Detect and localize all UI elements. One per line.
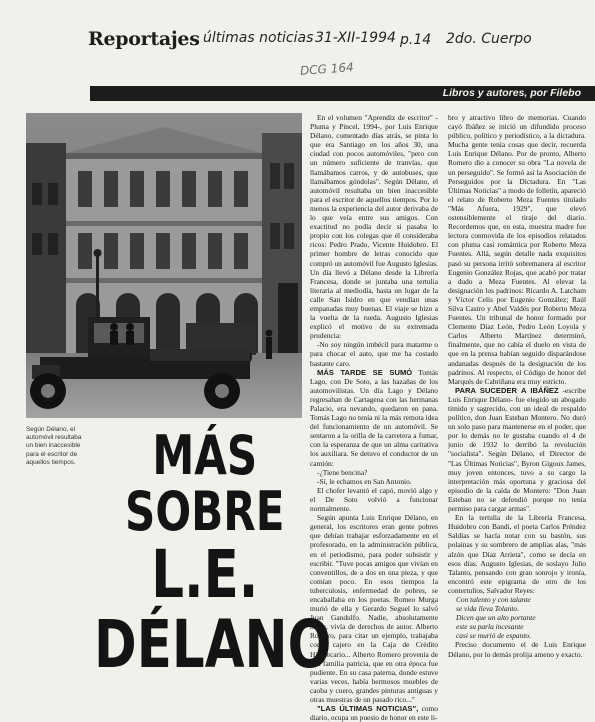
epigram-line: Dicen que un alto portante [456, 613, 536, 623]
subheading: "LAS ÚLTIMAS NOTICIAS", [317, 704, 419, 714]
paragraph-text: Tomás Lago, con De Soto, a las hazañas de los automovilistas. Un día Lago y Délano regresaban de Cartagena con las hermanas Palacio, era nevando, quedaron en pana. Tomás Lago no tenía ni la más remota idea del funcionamiento de un automóvil. Se sentaron a la orilla de la carretera a fumar, con la esperanza de que un alma caritativa los auxiliara. Se detuvo el conductor de un camión: [310, 367, 438, 468]
building-and-cars-illustration [26, 113, 302, 418]
paragraph-text: como diario, ocupa un puesto de honor en este li- [310, 704, 438, 722]
handwritten-page: p.14 [400, 32, 432, 48]
headline-line-1: MÁS SOBRE [125, 424, 285, 543]
archive-stamp: DCG 164 [299, 60, 355, 78]
subheading: PARA SUCEDER A IBÁÑEZ [455, 385, 559, 395]
paragraph: Según apunta Luis Enrique Délano, en general, los escritores eran gente pobres que debían trabajar esforzadamente en el profesorado, en la administración pública, en el periodismo, para poder subsistir y escribir. "Tuve pocas amigos que vivían en conventillos, de a dos en una pieza, y que comían poco. En esos tiempos la tuberculosis, enfermedad de pobres, se encaballaba en los poetas. Romeo Murga murió de ella y Gerardo Seguel lo salvó Juan Gandulfo. Nadie, absolutamente nadie, vivía de derechos de autor. Alberto Romero, para citar un ejemplo, trabajaba como cajero en la Caja de Crédito Hipotecario... Alberto Romero provenía de una familia patricia, que en otra época fue pudiente. En su casa paterna, donde estuve varias veces, había hermosos muebles de caoba y cuero, grandes pinturas antiguas y otras muestras de un pasado rico..." [310, 513, 438, 704]
section-title: Reportajes [88, 28, 200, 50]
handwritten-date: 31-XII-1994 [315, 30, 396, 46]
paragraph: -Sí, le echamos en San Antonio. [317, 476, 412, 486]
paragraph [448, 386, 586, 513]
article-column-2 [448, 113, 586, 659]
paragraph: bro y atractivo libro de memorias. Cuando cayó Ibáñez se inició un difundido proceso público, político y periodístico, a la dictadura. Mucha gente tenía cosas que decir, recuerda Luis Enrique Délano. Por de pronto, Alberto Romero dio a conocer su obra "La novela de un perseguido". Se formó así la Asociación de Perseguidos por la Dictadura. En "Las Últimas Noticias" a modo de folletín, apareció el relato de Roberto Meza Fuentes titulado "Más Afuera, 1929", que elevó ostensiblemente el tiraje del diario. Recordemos que, en esta, muestra madre fue lectora conmovida de los episodios relatados con pluma casi romántica por Roberto Meza Fuentes. Allá, según detalle nada exquisitos pasó su persona irritó sobremanera al escritor Eugenio González Rojas, que acabó por tratar a dudo a Meza Fuentes. Al elevar la designación los padrinos: Ricardo A. Latcham y Víctor Celis por Eugenio González; Raúl Silva Castro y Abel Valdés por Roberto Meza Fuentes. Un tribunal de honor formado por Clemente Díaz León, Pedro León Loyola y Carlos Alberto Martínez determinó, finalmente, que no cabía el duelo en vista de que en la prensa habían seguido disparándose andanadas después de la designación de los padrinos. Al respecto, el Código de honor del Marqués de Cabriñana era muy estricto. [448, 113, 586, 386]
column-title-bar: Libros y autores, por Filebo [90, 86, 595, 101]
epigram-line: casi se murió de espanto. [456, 631, 531, 641]
epigram-line: Con talento y con talante [456, 594, 531, 604]
vintage-street-photo [26, 113, 302, 418]
subheading: MÁS TARDE SE SUMÓ [317, 367, 413, 377]
paragraph: En el volumen "Aprendiz de escritor" -Pluma y Pincel, 1994-, por Luis Enrique Délano, comentado días atrás, se pinta lo que era Santiago en los años 30, una ciudad con pocos automóviles, "pero con un número suficiente de tranvías, que llamábamos carros, y de autobuses, que llamábamos góndolas". Según Délano, el automóvil resultaba un bien inaccesible para el escritor de aquellos tiempos. Por lo menos la experiencia del autor derivaba de lo que veía entre sus amigos. Con exactitud no podía decir si pasaba lo propio con los colegas que él consideraba ricos: Pedro Prado, Vicente Huidobro. El primer hombre de letras conocido que compró un automóvil fue Augusto Iglesias. Un día llevó a Délano desde la Librería Francesa, donde se juntaba una tertulia literaria al mediodía, hasta un lugar de la calle San Isidro en que vendían unas empanadas muy buenas. El viaje se hizo a la vuelta de la rueda. Augusto Iglesias explicó el motivo de su extremada prudencia: [310, 113, 438, 341]
handwritten-section-note: 2do. Cuerpo [446, 31, 532, 47]
paragraph: -¿Tiene bencina? [317, 467, 368, 477]
paragraph: En la tertulia de la Librería Francesa, Huidobro con Bandi, el poeta Carlos Préndez Saldías se hacía notar con su bastón, sus polainas y su sombrero de amplias alas, "más alzón que Díaz Arrieta", como se decía en esos días. Augusto Iglesias, de soslayo Julio Talanto, pensando con gran sonrojo y ironía, encontró este epigrama de otro de los contertulios, Salvador Reyes: [448, 513, 586, 595]
article-headline [94, 424, 332, 683]
paragraph: -No soy ningún imbécil para matarme o para chocar el auto, que me ha costado bastante caro. [310, 340, 438, 368]
paragraph-text: -escribe Luis Enrique Délano- fue elegido un abogado tímido y sagrecido, con un ideal de respaldo político, don Juan Esteban Montero. No duró un solo paso para mantenerse en el poder, que por lo demás no le gustaba cuando el 4 de junio de 1932 lo derribó la revolución "socialista". Según Délano, el Director de "Las Últimas Noticias", Byron Gigoux James, muy joven entonces, tuvo a su cargo la interpretación más oportuna y graciosa del episodio de la caída de Montero: "Don Juan Esteban no se defendió porque no tenía permiso para cargar armas". [448, 385, 586, 514]
paragraph: El chofer levantó el capó, movió algo y el De Soto volvió a funcionar normalmente. [310, 485, 438, 514]
epigram-line: este su parla incesante [456, 622, 524, 632]
handwritten-newspaper-name: últimas noticias [203, 30, 314, 46]
paragraph [310, 368, 438, 468]
photo-caption: Según Délano, el automóvil resultaba un bien inaccesible para el escritor de aquellos tiempos. [26, 426, 82, 466]
paragraph [310, 704, 438, 722]
headline-line-2: L.E. DÉLANO [94, 536, 332, 683]
epigram-line: se vida lleva Tolanto. [456, 604, 519, 614]
article-column-1 [310, 113, 438, 722]
page-header [0, 0, 595, 78]
paragraph: Preciso documento el de Luis Enrique Délano, por lo demás prolija ameno y exacto. [448, 640, 586, 659]
